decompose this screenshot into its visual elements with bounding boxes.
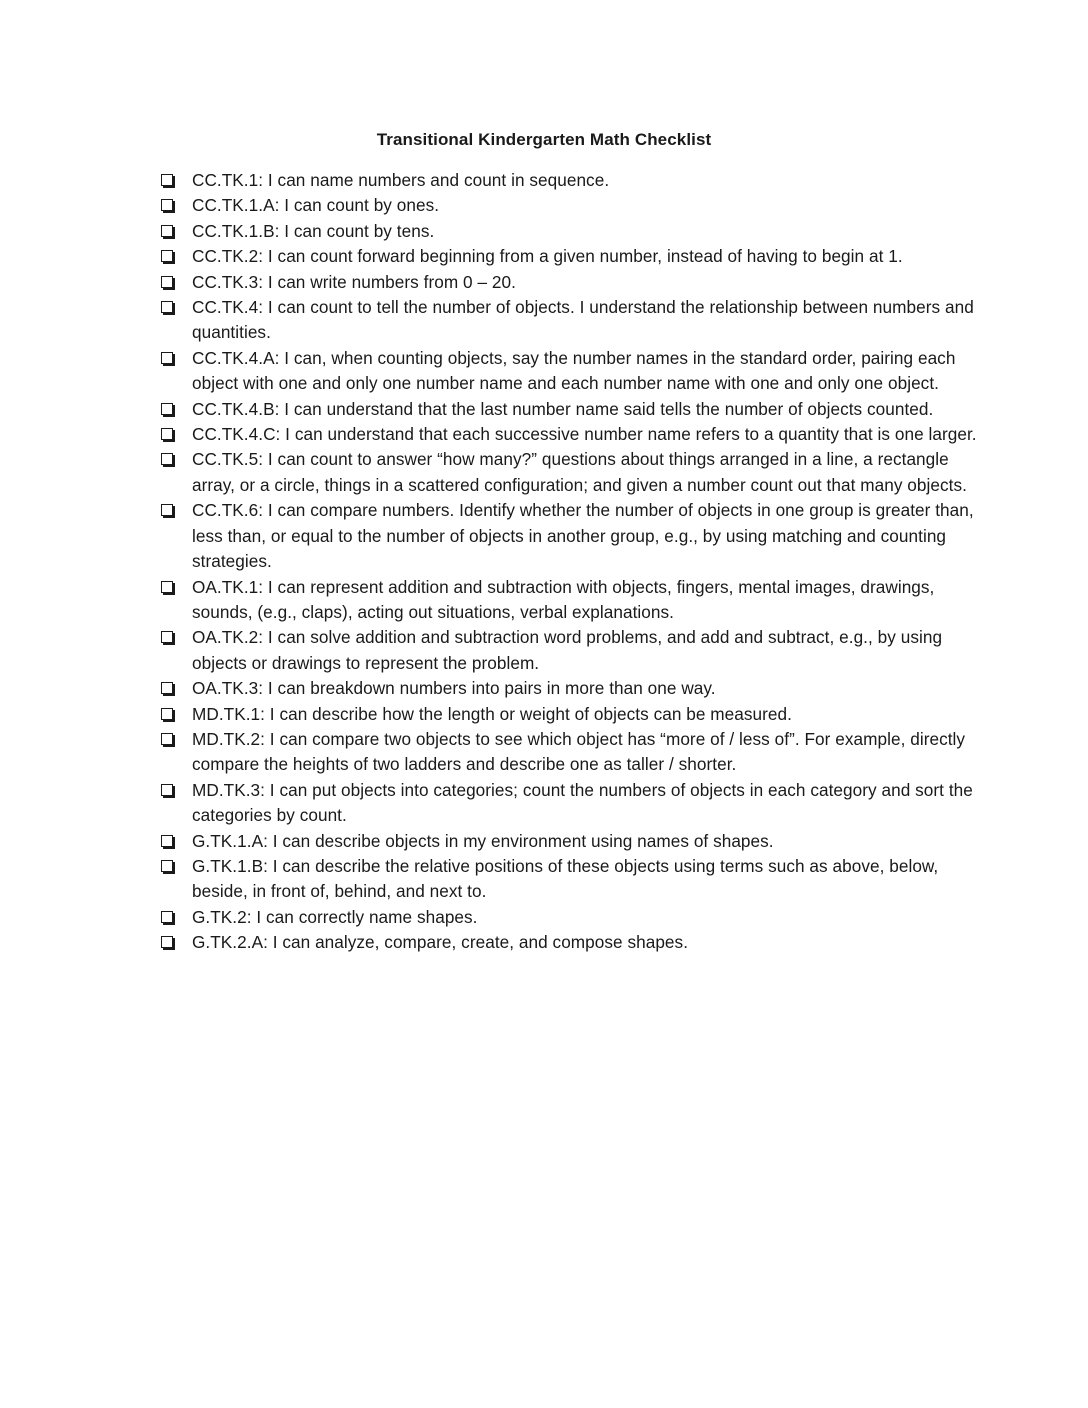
checkbox-icon[interactable]	[161, 936, 173, 948]
checklist-item-text: CC.TK.4: I can count to tell the number of objects. I understand the relationship between numbers and quantities.	[192, 297, 974, 343]
checkbox-icon[interactable]	[161, 174, 173, 186]
checklist-item-text: CC.TK.3: I can write numbers from 0 – 20.	[192, 271, 516, 292]
checklist-item	[160, 727, 980, 778]
checklist-item	[160, 905, 980, 930]
checklist-item	[160, 168, 980, 193]
checkbox-icon[interactable]	[161, 733, 173, 745]
checklist-item-text: CC.TK.2: I can count forward beginning from a given number, instead of having to begin at 1.	[192, 246, 903, 267]
checkbox-icon[interactable]	[161, 250, 173, 262]
checklist-item	[160, 244, 980, 269]
checklist-item-text: G.TK.1.B: I can describe the relative positions of these objects using terms such as above, below, beside, in front of, behind, and next to.	[192, 855, 939, 902]
checkbox-icon[interactable]	[161, 631, 173, 643]
checkbox-icon[interactable]	[161, 911, 173, 923]
checklist-item-text: CC.TK.4.C: I can understand that each successive number name refers to a quantity that is one larger.	[192, 424, 977, 445]
checkbox-icon[interactable]	[161, 276, 173, 288]
checklist-item	[160, 854, 980, 905]
checklist-item	[160, 778, 980, 829]
checkbox-icon[interactable]	[161, 835, 173, 847]
checklist-item-text: G.TK.2.A: I can analyze, compare, create, and compose shapes.	[192, 932, 689, 953]
checklist-item	[160, 575, 980, 626]
checkbox-icon[interactable]	[161, 199, 173, 211]
checklist-item-text: CC.TK.1.A: I can count by ones.	[192, 195, 440, 216]
checklist-item	[160, 676, 980, 701]
checklist-item-text: OA.TK.3: I can breakdown numbers into pairs in more than one way.	[192, 678, 716, 699]
checklist-item	[160, 702, 980, 727]
checkbox-icon[interactable]	[161, 225, 173, 237]
checklist-item	[160, 193, 980, 218]
checklist-item-text: OA.TK.1: I can represent addition and subtraction with objects, fingers, mental images, drawings, sounds, (e.g., claps), acting out situations, verbal explanations.	[192, 576, 935, 622]
checklist-item	[160, 930, 980, 955]
checklist-item	[160, 422, 980, 447]
checklist-item-text: MD.TK.1: I can describe how the length or weight of objects can be measured.	[192, 703, 792, 724]
checklist	[160, 168, 980, 956]
checkbox-icon[interactable]	[161, 403, 173, 415]
checklist-item	[160, 270, 980, 295]
checklist-item-text: OA.TK.2: I can solve addition and subtraction word problems, and add and subtract, e.g., by using objects or drawings to represent the problem.	[192, 627, 943, 673]
checklist-item-text: CC.TK.5: I can count to answer “how many?” questions about things arranged in a line, a rectangle array, or a circle, things in a scattered configuration; and given a number count out that many objects.	[192, 449, 967, 495]
checklist-item-text: MD.TK.2: I can compare two objects to see which object has “more of / less of”. For example, directly compare the heights of two ladders and describe one as taller / shorter.	[192, 728, 966, 775]
checkbox-icon[interactable]	[161, 428, 173, 440]
checklist-item	[160, 498, 980, 574]
checklist-item	[160, 295, 980, 346]
checklist-item-text: CC.TK.4.B: I can understand that the last number name said tells the number of objects counted.	[192, 398, 934, 419]
checkbox-icon[interactable]	[161, 708, 173, 720]
checkbox-icon[interactable]	[161, 504, 173, 516]
checkbox-icon[interactable]	[161, 352, 173, 364]
checkbox-icon[interactable]	[161, 860, 173, 872]
page-title: Transitional Kindergarten Math Checklist	[376, 130, 712, 149]
checklist-item	[160, 829, 980, 854]
checkbox-icon[interactable]	[161, 581, 173, 593]
checklist-item-text: CC.TK.1: I can name numbers and count in sequence.	[192, 170, 610, 190]
checklist-item-text: CC.TK.4.A: I can, when counting objects, say the number names in the standard order, pairing each object with one and only one number name and each number name with one and only one object.	[192, 347, 956, 394]
checkbox-icon[interactable]	[161, 453, 173, 465]
checkbox-icon[interactable]	[161, 784, 173, 796]
checklist-item	[160, 447, 980, 498]
checklist-item-text: MD.TK.3: I can put objects into categories; count the numbers of objects in each category and sort the categories by count.	[192, 779, 973, 826]
checklist-item-text: CC.TK.6: I can compare numbers. Identify whether the number of objects in one group is greater than, less than, or equal to the number of objects in another group, e.g., by using matching and counting strategies.	[192, 500, 974, 572]
checklist-item	[160, 219, 980, 244]
checklist-item-text: CC.TK.1.B: I can count by tens.	[192, 220, 435, 241]
checklist-item-text: G.TK.1.A: I can describe objects in my environment using names of shapes.	[192, 830, 774, 851]
checklist-item-text: G.TK.2: I can correctly name shapes.	[192, 906, 478, 927]
checklist-item	[160, 346, 980, 397]
checklist-item	[160, 397, 980, 422]
checkbox-icon[interactable]	[161, 301, 173, 313]
checkbox-icon[interactable]	[161, 682, 173, 694]
checklist-item	[160, 625, 980, 676]
